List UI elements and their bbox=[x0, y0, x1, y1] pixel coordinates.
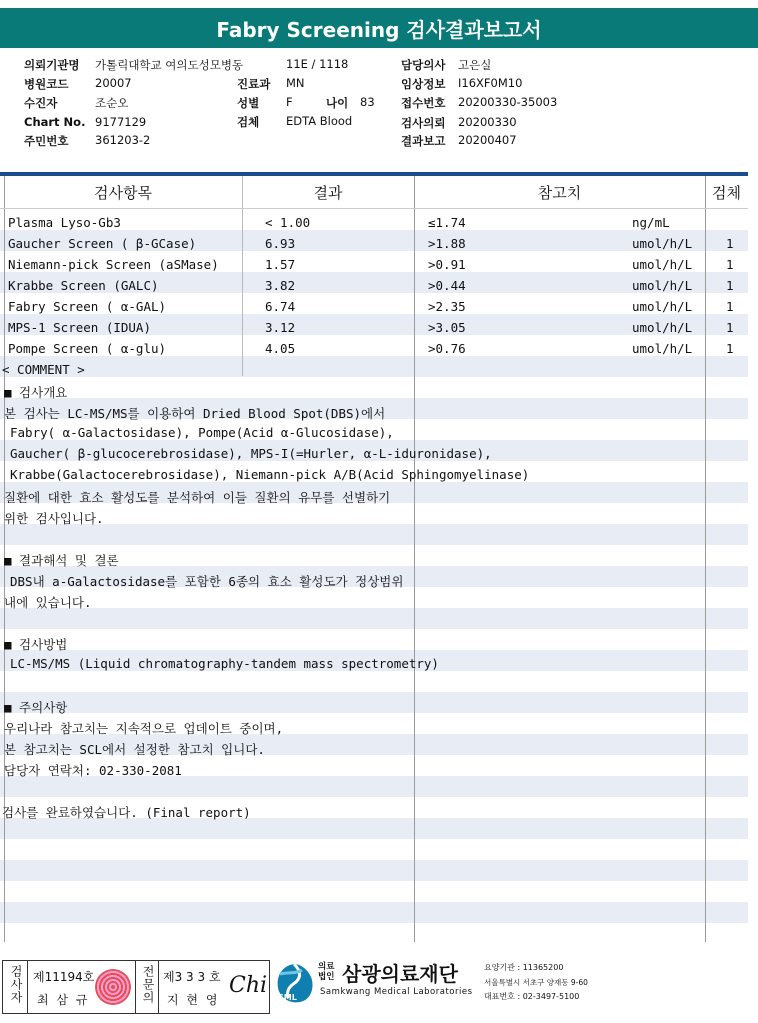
table-row bbox=[0, 212, 748, 233]
row-stripe bbox=[0, 356, 748, 377]
chart-value: 9177129 bbox=[95, 115, 147, 129]
age-label: 나이 bbox=[326, 96, 349, 110]
test-reference: ≤1.74 bbox=[428, 215, 466, 230]
logo-badge: SML bbox=[278, 993, 297, 1002]
specimen-label: 검체 bbox=[237, 115, 260, 129]
test-unit: ng/mL bbox=[632, 215, 670, 230]
signature-box bbox=[2, 960, 270, 1014]
test-result: < 1.00 bbox=[265, 215, 311, 230]
row-stripe bbox=[0, 608, 748, 629]
test-result: 6.74 bbox=[265, 299, 296, 314]
results-table bbox=[0, 176, 748, 942]
test-name: Gaucher Screen ( β-GCase) bbox=[8, 236, 197, 251]
resident-value: 361203-2 bbox=[95, 133, 151, 147]
specialist-name: 지 현 영 bbox=[167, 993, 220, 1007]
comment-line: 본 참고치는 SCL에서 설정한 참고치 입니다. bbox=[4, 742, 265, 757]
table-row bbox=[0, 254, 748, 275]
row-stripe bbox=[0, 692, 748, 713]
test-result: 3.12 bbox=[265, 320, 296, 335]
comment-line: Krabbe(Galactocerebrosidase), Niemann-pick A/B(Acid Sphingomyelinase) bbox=[10, 467, 530, 482]
resident-label: 주민번호 bbox=[24, 134, 69, 148]
row-stripe bbox=[0, 902, 748, 923]
row-stripe bbox=[0, 776, 748, 797]
institution-value: 가톨릭대학교 여의도성모병동 bbox=[95, 58, 244, 72]
report-date-value: 20200407 bbox=[458, 133, 517, 147]
test-reference: >0.91 bbox=[428, 257, 466, 272]
doctor-value: 고은실 bbox=[458, 58, 492, 72]
receipt-value: 20200330-35003 bbox=[458, 95, 558, 109]
corp-label-line2: 법인 bbox=[318, 972, 335, 982]
test-result: 3.82 bbox=[265, 278, 296, 293]
examiner-vertical-label: 검사자 bbox=[9, 965, 23, 1004]
organization-phone: 대표번호 : 02-3497-5100 bbox=[484, 992, 580, 1001]
final-report-line: 검사를 완료하였습니다. (Final report) bbox=[2, 805, 251, 820]
comment-line: 내에 있습니다. bbox=[4, 595, 92, 610]
row-stripe bbox=[0, 524, 748, 545]
signature-icon: Chi bbox=[229, 973, 268, 998]
organization-english-name: Samkwang Medical Laboratories bbox=[320, 987, 473, 997]
specialist-license: 제3 3 3 호 bbox=[163, 970, 221, 984]
sex-value: F bbox=[286, 95, 293, 109]
patient-info-section bbox=[0, 54, 758, 154]
test-unit: umol/h/L bbox=[632, 236, 693, 251]
comment-line: Fabry( α-Galactosidase), Pompe(Acid α-Glucosidase), bbox=[10, 425, 394, 440]
corp-label bbox=[318, 962, 334, 982]
doctor-label: 담당의사 bbox=[401, 58, 446, 72]
test-result: 1.57 bbox=[265, 257, 296, 272]
test-unit: umol/h/L bbox=[632, 320, 693, 335]
test-reference: >2.35 bbox=[428, 299, 466, 314]
agency-code: 요양기관 : 11365200 bbox=[484, 963, 564, 972]
comment-line: 위한 검사입니다. bbox=[4, 511, 104, 526]
test-unit: umol/h/L bbox=[632, 257, 693, 272]
comment-line: ■ 검사개요 bbox=[4, 385, 68, 400]
test-name: Niemann-pick Screen (aSMase) bbox=[8, 257, 219, 272]
header-divider bbox=[0, 208, 748, 209]
table-row bbox=[0, 317, 748, 338]
test-specimen: 1 bbox=[726, 299, 734, 314]
report-date-label: 결과보고 bbox=[401, 134, 446, 148]
test-unit: umol/h/L bbox=[632, 278, 693, 293]
examiner-license: 제11194호 bbox=[33, 970, 95, 984]
row-stripe bbox=[0, 818, 748, 839]
test-reference: >0.44 bbox=[428, 278, 466, 293]
report-title bbox=[0, 8, 758, 48]
age-value: 83 bbox=[360, 95, 375, 109]
box-divider bbox=[158, 961, 159, 1013]
organization-address: 서울특별시 서초구 양재동 9-60 bbox=[484, 978, 588, 987]
hospital-code-label: 병원코드 bbox=[24, 77, 69, 91]
box-divider bbox=[27, 961, 28, 1013]
organization-name: 삼광의료재단 bbox=[342, 962, 458, 986]
specialist-vertical-label: 전문의 bbox=[141, 965, 155, 1004]
patient-label: 수진자 bbox=[24, 96, 58, 110]
ward-value: 11E / 1118 bbox=[286, 57, 349, 71]
test-unit: umol/h/L bbox=[632, 299, 693, 314]
table-row bbox=[0, 275, 748, 296]
header-result: 결과 bbox=[313, 183, 343, 202]
test-specimen: 1 bbox=[726, 278, 734, 293]
clinical-value: I16XF0M10 bbox=[458, 76, 523, 90]
test-reference: >3.05 bbox=[428, 320, 466, 335]
signature-footer bbox=[0, 956, 758, 1016]
table-row bbox=[0, 296, 748, 317]
examiner-name: 최 삼 규 bbox=[37, 993, 90, 1007]
row-stripe bbox=[0, 860, 748, 881]
header-specimen: 검체 bbox=[712, 183, 741, 202]
test-specimen: 1 bbox=[726, 257, 734, 272]
sex-label: 성별 bbox=[237, 96, 260, 110]
test-unit: umol/h/L bbox=[632, 341, 693, 356]
request-label: 검사의뢰 bbox=[401, 116, 446, 130]
clinical-label: 임상정보 bbox=[401, 77, 446, 91]
comment-line: 담당자 연락처: 02-330-2081 bbox=[4, 763, 182, 778]
test-result: 6.93 bbox=[265, 236, 296, 251]
test-specimen: 1 bbox=[726, 320, 734, 335]
test-result: 4.05 bbox=[265, 341, 296, 356]
comment-line: 본 검사는 LC-MS/MS를 이용하여 Dried Blood Spot(DBS)에서 bbox=[4, 406, 386, 421]
table-row bbox=[0, 338, 748, 359]
test-reference: >0.76 bbox=[428, 341, 466, 356]
test-specimen: 1 bbox=[726, 236, 734, 251]
patient-value: 조순오 bbox=[95, 96, 129, 110]
report-title-text: Fabry Screening 검사결과보고서 bbox=[216, 17, 542, 42]
hospital-code-value: 20007 bbox=[95, 76, 132, 90]
corp-label-line1: 의료 bbox=[318, 962, 335, 972]
specimen-value: EDTA Blood bbox=[286, 114, 353, 128]
comment-line: 질환에 대한 효소 활성도를 분석하여 이들 질환의 유무를 선별하기 bbox=[4, 490, 391, 505]
comment-line: LC-MS/MS (Liquid chromatography-tandem mass spectrometry) bbox=[10, 656, 439, 671]
test-reference: >1.88 bbox=[428, 236, 466, 251]
header-item: 검사항목 bbox=[94, 183, 152, 202]
chart-label: Chart No. bbox=[24, 115, 86, 129]
institution-label: 의뢰기관명 bbox=[24, 58, 80, 72]
dept-label: 진료과 bbox=[237, 77, 271, 91]
comment-line: DBS내 a-Galactosidase를 포함한 6종의 효소 활성도가 정상범위 bbox=[10, 574, 404, 589]
table-row bbox=[0, 233, 748, 254]
test-specimen: 1 bbox=[726, 341, 734, 356]
dept-value: MN bbox=[286, 76, 305, 90]
comment-line: ■ 검사방법 bbox=[4, 637, 68, 652]
test-name: Fabry Screen ( α-GAL) bbox=[8, 299, 167, 314]
test-name: Pompe Screen ( α-glu) bbox=[8, 341, 167, 356]
test-name: Plasma Lyso-Gb3 bbox=[8, 215, 121, 230]
receipt-label: 접수번호 bbox=[401, 96, 446, 110]
comment-line: ■ 결과해석 및 결론 bbox=[4, 553, 119, 568]
box-divider bbox=[135, 961, 136, 1013]
test-name: MPS-1 Screen (IDUA) bbox=[8, 320, 151, 335]
header-reference: 참고치 bbox=[537, 183, 582, 202]
sml-logo-icon bbox=[272, 960, 316, 1006]
comment-header: < COMMENT > bbox=[2, 362, 85, 377]
comment-line: 우리나라 참고치는 지속적으로 업데이트 중이며, bbox=[4, 721, 284, 736]
comment-line: Gaucher( β-glucocerebrosidase), MPS-I(=Hurler, α-L-iduronidase), bbox=[10, 446, 492, 461]
request-value: 20200330 bbox=[458, 115, 517, 129]
test-name: Krabbe Screen (GALC) bbox=[8, 278, 159, 293]
official-seal-icon bbox=[95, 969, 131, 1005]
comment-line: ■ 주의사항 bbox=[4, 700, 68, 715]
